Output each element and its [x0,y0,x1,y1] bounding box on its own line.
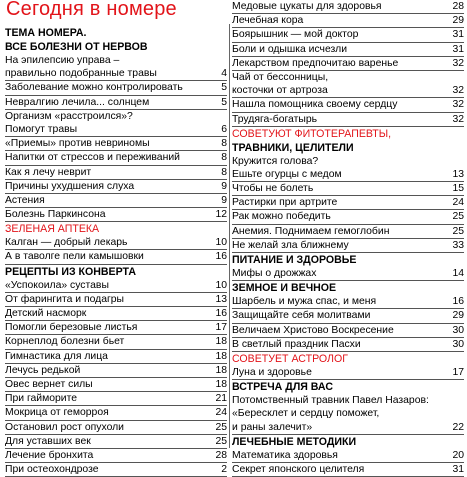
toc-entry[interactable] [5,166,227,180]
toc-entry[interactable] [232,463,464,477]
toc-entry[interactable] [5,378,227,392]
entry-title: Чай от бессонницы, [232,71,329,83]
entry-title: Гимнастика для лица [5,350,108,362]
toc-entry[interactable] [232,309,464,323]
entry-title: На эпилепсию управа – [5,55,120,66]
section-heading: ТЕМА НОМЕРА. [5,27,87,39]
toc-entry[interactable] [232,57,464,71]
entry-title: Анемия. Поднимаем гемоглобин [232,225,390,237]
page-number: 13 [452,168,464,180]
page-number: 25 [215,421,227,433]
section-heading: ВСЕ БОЛЕЗНИ ОТ НЕРВОВ [5,41,148,53]
page-number: 6 [221,123,227,135]
entry-title: Секрет японского целителя [232,463,365,475]
page-number: 13 [215,293,227,305]
page-number: 32 [452,99,464,111]
page-number: 28 [452,1,464,12]
toc-entry[interactable] [5,392,227,406]
toc-entry[interactable] [232,210,464,224]
entry-title: Как я лечу неврит [5,166,92,178]
page-number: 12 [215,209,227,221]
toc-entry[interactable] [5,364,227,378]
entry-title: Математика здоровья [232,449,338,461]
toc-entry[interactable] [232,366,464,380]
page-number: 24 [452,197,464,209]
toc-entry[interactable] [232,168,464,182]
left-column [5,26,227,477]
toc-entry[interactable] [232,407,464,434]
entry-title: Остановил рост опухоли [5,421,124,433]
section-heading: СОВЕТУЕТ АСТРОЛОГ [232,352,348,365]
entry-title: Ешьте огурцы с медом [232,168,342,180]
entry-title: Лечение бронхита [5,449,94,461]
toc-entry[interactable] [232,295,464,309]
entry-title: Помогли березовые листья [5,322,138,334]
page-number: 30 [452,324,464,336]
page-number: 9 [221,194,227,206]
entry-title: А в таволге пели камышовки [5,251,144,263]
entry-title: Невралгию лечила... солнцем [5,96,150,108]
entry-title: Чтобы не болеть [232,183,314,195]
topic-heading: Потомственный травник Павел Назаров: [232,395,429,407]
entry-title: Заболевание можно контролировать [5,82,183,94]
entry-title: От фарингита и подагры [5,293,125,305]
section-heading: ЗЕМНОЕ И ВЕЧНОЕ [232,282,337,295]
page-number: 18 [215,350,227,362]
toc-entry[interactable] [5,335,227,349]
entry-title: Медовые цукаты для здоровья [232,1,382,12]
page-title: Сегодня в номере [6,0,177,20]
column-divider [229,24,230,448]
toc-entry[interactable] [232,338,464,352]
page-number: 32 [452,57,464,69]
entry-title: При гайморите [5,393,78,405]
entry-title: Детский насморк [5,308,87,320]
page-number: 18 [215,336,227,348]
toc-entry[interactable] [5,435,227,449]
page-number: 14 [452,268,464,280]
toc-entry[interactable] [5,463,227,477]
page-number: 4 [221,68,227,80]
entry-title-continued: косточки от артроза [232,85,328,97]
entry-title: Причины ухудшения слуха [5,180,135,192]
toc-entry[interactable] [5,123,227,137]
toc-entry[interactable] [5,421,227,435]
toc-entry[interactable] [232,225,464,239]
page-number: 17 [452,366,464,378]
entry-title: В светлый праздник Пасхи [232,338,361,350]
toc-entry[interactable] [5,350,227,364]
page-number: 25 [452,225,464,237]
page-number: 18 [215,364,227,376]
toc-entry[interactable] [5,96,227,110]
entry-title: Для уставших век [5,435,91,447]
entry-title: Помогут травы [5,123,78,135]
page-number: 22 [452,421,464,433]
section-heading: ЛЕЧЕБНЫЕ МЕТОДИКИ [232,435,357,448]
entry-title: Мифы о дрожжах [232,268,317,280]
entry-title: Рак можно победить [232,211,331,223]
entry-title: Калган — добрый лекарь [5,237,128,249]
toc-entry[interactable] [232,449,464,463]
page-number: 8 [221,166,227,178]
toc-entry[interactable] [232,28,464,42]
toc-entry[interactable] [5,137,227,151]
entry-title: Защищайте себя молитвами [232,310,371,322]
toc-entry[interactable] [5,236,227,250]
page-number: 10 [215,279,227,291]
toc-entry[interactable] [5,81,227,95]
page-number: 20 [452,449,464,461]
page-number: 29 [452,15,464,27]
entry-title: Мокрица от геморроя [5,407,109,419]
entry-title: Овес вернет силы [5,378,93,390]
entry-title: Шарбель и мужа спас, и меня [232,296,377,308]
entry-title: «Бересклет и сердцу поможет, [232,408,380,420]
page-number: 5 [221,96,227,108]
page-number: 32 [452,85,464,97]
page-number: 28 [215,449,227,461]
page-number: 8 [221,152,227,164]
toc-entry[interactable] [232,71,464,98]
page-number: 25 [215,435,227,447]
toc-entry[interactable] [5,194,227,208]
entry-title: «Успокоила» суставы [5,279,109,291]
toc-entry[interactable] [5,293,227,307]
section-heading: ЗЕЛЕНАЯ АПТЕКА [5,223,100,236]
page-number: 16 [452,296,464,308]
section-heading: ВСТРЕЧА ДЛЯ ВАС [232,381,333,394]
page-number: 15 [452,183,464,195]
toc-entry[interactable] [232,239,464,253]
entry-title: Астения [5,194,45,206]
toc-entry[interactable] [5,406,227,420]
toc-entry[interactable] [5,307,227,321]
entry-title: «Приемы» против невриномы [5,138,150,150]
toc-entry[interactable] [5,250,227,264]
page-number: 31 [452,43,464,55]
entry-title: Трудяга-богатырь [232,113,318,125]
entry-title: Боли и одышка исчезли [232,43,348,55]
section-heading: СОВЕТУЮТ ФИТОТЕРАПЕВТЫ, [232,127,392,140]
entry-title: Напитки от стрессов и переживаний [5,152,180,164]
page-number: 17 [215,322,227,334]
page-number: 8 [221,138,227,150]
page-number: 5 [221,82,227,94]
page-number: 30 [452,338,464,350]
entry-title: Болезнь Паркинсона [5,209,106,221]
page-number: 2 [221,464,227,476]
page-number: 18 [215,378,227,390]
page-number: 21 [215,393,227,405]
toc-entry[interactable] [5,321,227,335]
toc-entry[interactable] [232,267,464,281]
toc-entry[interactable] [5,180,227,194]
entry-title-continued: правильно подобранные травы [5,68,157,80]
entry-title: Боярышник — мой доктор [232,29,359,41]
entry-title: Лекарством предпочитаю варенье [232,57,399,69]
entry-title: При остеохондрозе [5,464,99,476]
toc-entry[interactable] [232,98,464,112]
page-number: 25 [452,211,464,223]
page-number: 10 [215,237,227,249]
section-heading: ТРАВНИКИ, ЦЕЛИТЕЛИ [232,141,354,154]
toc-entry[interactable] [232,43,464,57]
entry-title: Корнеплод болезни бьет [5,336,125,348]
entry-title: Растирки при артрите [232,197,338,209]
page-number: 16 [215,251,227,263]
toc-entry[interactable] [5,279,227,293]
section-heading: ПИТАНИЕ И ЗДОРОВЬЕ [232,254,357,267]
toc-entry[interactable] [232,324,464,338]
toc-entry[interactable] [232,113,464,127]
toc-entry[interactable] [5,54,227,81]
right-column [232,0,464,477]
toc-entry[interactable] [5,449,227,463]
topic-heading: Организм «расстроился»? [5,110,133,122]
page-number: 31 [452,29,464,41]
entry-title-continued: и раны залечит» [232,421,313,433]
entry-title: Нашла помощника своему сердцу [232,99,398,111]
page-number: 9 [221,180,227,192]
page-number: 32 [452,113,464,125]
page-number: 31 [452,463,464,475]
toc-entry[interactable] [232,14,464,28]
entry-title: Величаем Христово Воскресение [232,324,394,336]
entry-title: Луна и здоровье [232,366,312,378]
entry-title: Лечусь редькой [5,364,81,376]
page-number: 24 [215,407,227,419]
page-number: 16 [215,308,227,320]
toc-entry[interactable] [232,0,464,14]
topic-heading: Кружится голова? [232,155,319,167]
toc-entry[interactable] [232,196,464,210]
toc-entry[interactable] [5,151,227,165]
section-heading: РЕЦЕПТЫ ИЗ КОНВЕРТА [5,265,136,278]
toc-entry[interactable] [232,182,464,196]
toc-entry[interactable] [5,208,227,222]
entry-title: Не желай зла ближнему [232,239,349,251]
page-number: 33 [452,239,464,251]
page-number: 29 [452,310,464,322]
entry-title: Лечебная кора [232,15,304,27]
